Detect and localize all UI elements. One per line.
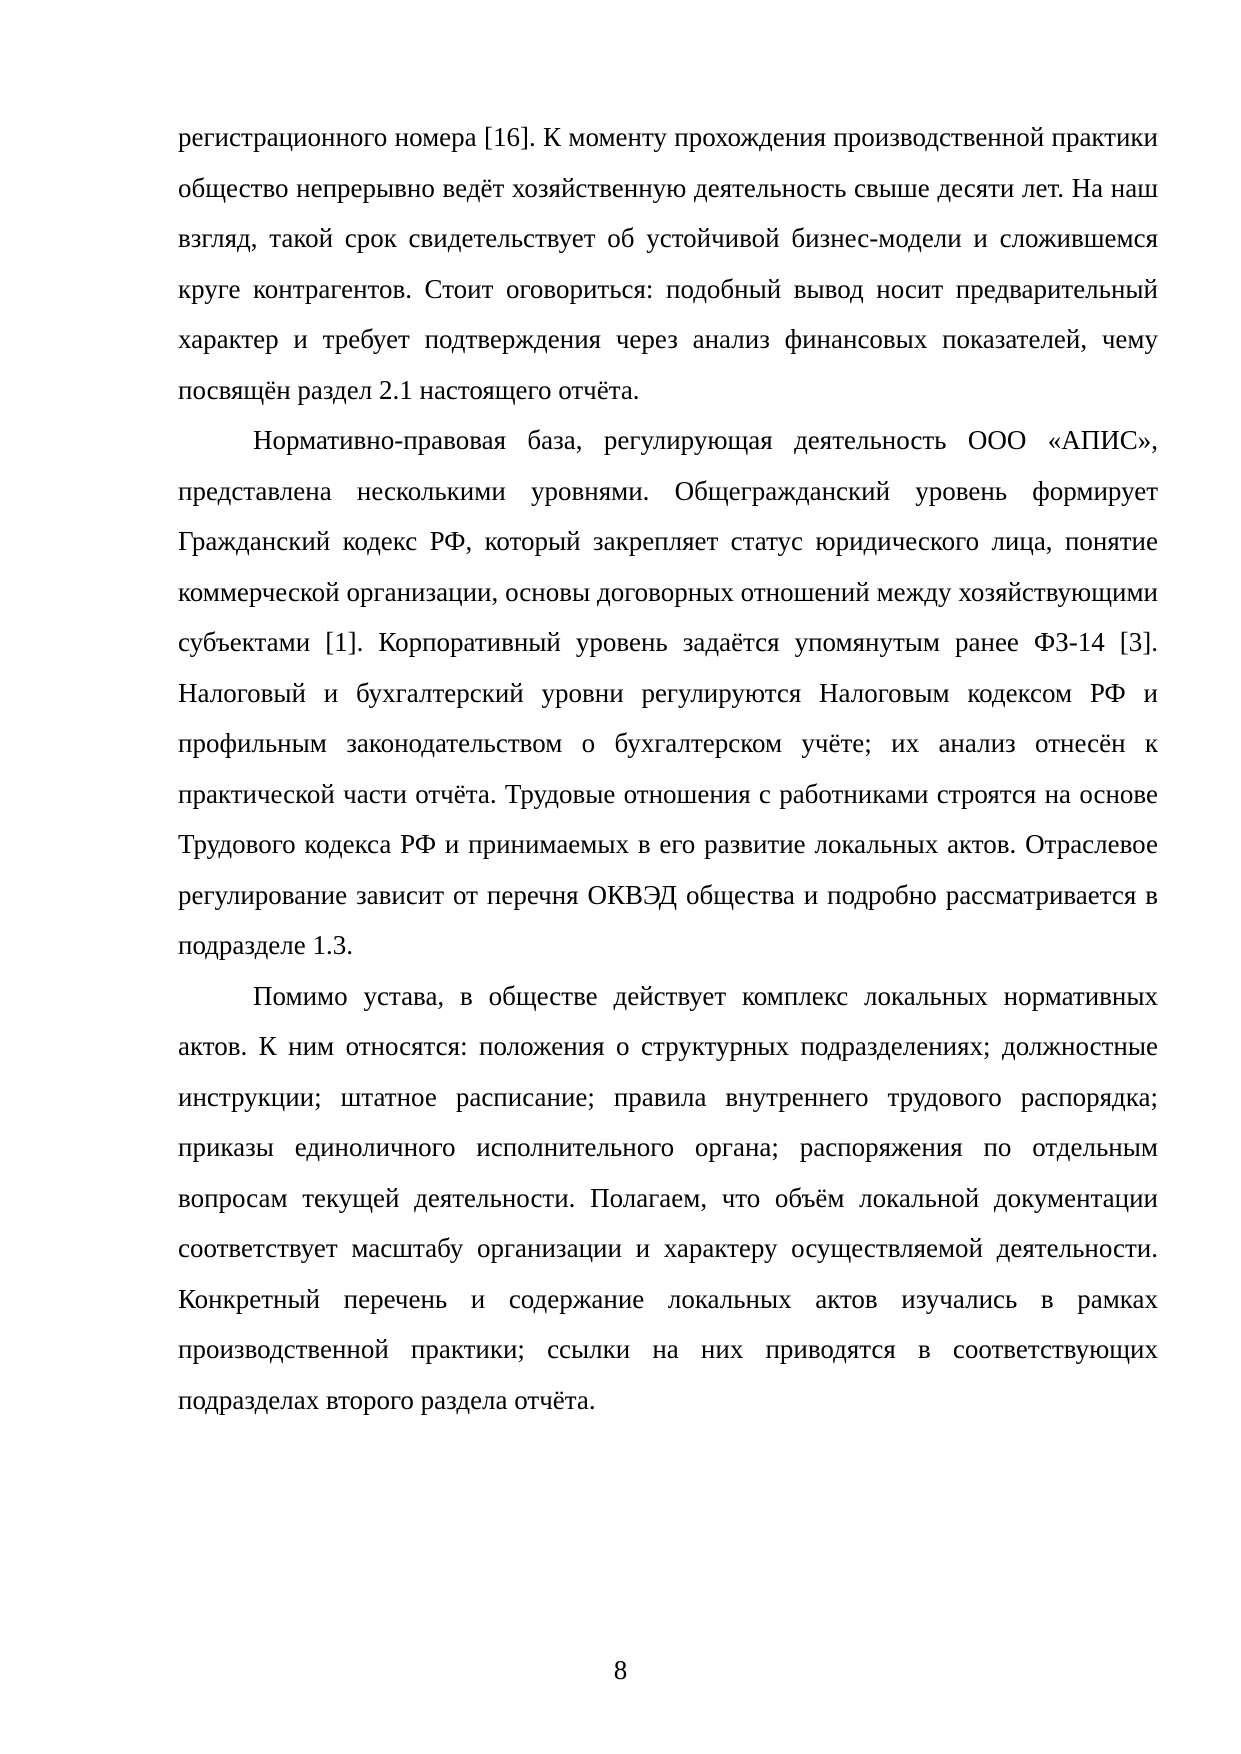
page-body-text [178,112,1158,1425]
paragraph-continuation: регистрационного номера [16]. К моменту прохождения производственной практики общество непрерывно ведёт хозяйственную деятельность свыше десяти лет. На наш взгляд, такой срок свидетельствует об устойчивой бизнес-модели и сложившемся круге контрагентов. Стоит оговориться: подобный вывод носит предварительный характер и требует подтверждения через анализ финансовых показателей, чему посвящён раздел 2.1 настоящего отчёта. [178,122,1158,405]
paragraph-local-acts: Помимо устава, в обществе действует комплекс локальных нормативных актов. К ним относятся: положения о структурных подразделениях; должностные инструкции; штатное расписание; правила внутреннего трудового распорядка; приказы единоличного исполнительного органа; распоряжения по отдельным вопросам текущей деятельности. Полагаем, что объём локальной документации соответствует масштабу организации и характеру осуществляемой деятельности. Конкретный перечень и содержание локальных актов изучались в рамках производственной практики; ссылки на них приводятся в соответствующих подразделах второго раздела отчёта. [178,980,1158,1415]
page-number: 8 [613,1655,628,1685]
paragraph-legal-framework: Нормативно-правовая база, регулирующая деятельность ООО «АПИС», представлена несколькими уровнями. Общегражданский уровень формирует Гражданский кодекс РФ, который закрепляет статус юридического лица, понятие коммерческой организации, основы договорных отношений между хозяйствующими субъектами [1]. Корпоративный уровень задаётся упомянутым ранее ФЗ-14 [3]. Налоговый и бухгалтерский уровни регулируются Налоговым кодексом РФ и профильным законодательством о бухгалтерском учёте; их анализ отнесён к практической части отчёта. Трудовые отношения с работниками строятся на основе Трудового кодекса РФ и принимаемых в его развитие локальных актов. Отраслевое регулирование зависит от перечня ОКВЭД общества и подробно рассматривается в подразделе 1.3. [178,425,1158,960]
